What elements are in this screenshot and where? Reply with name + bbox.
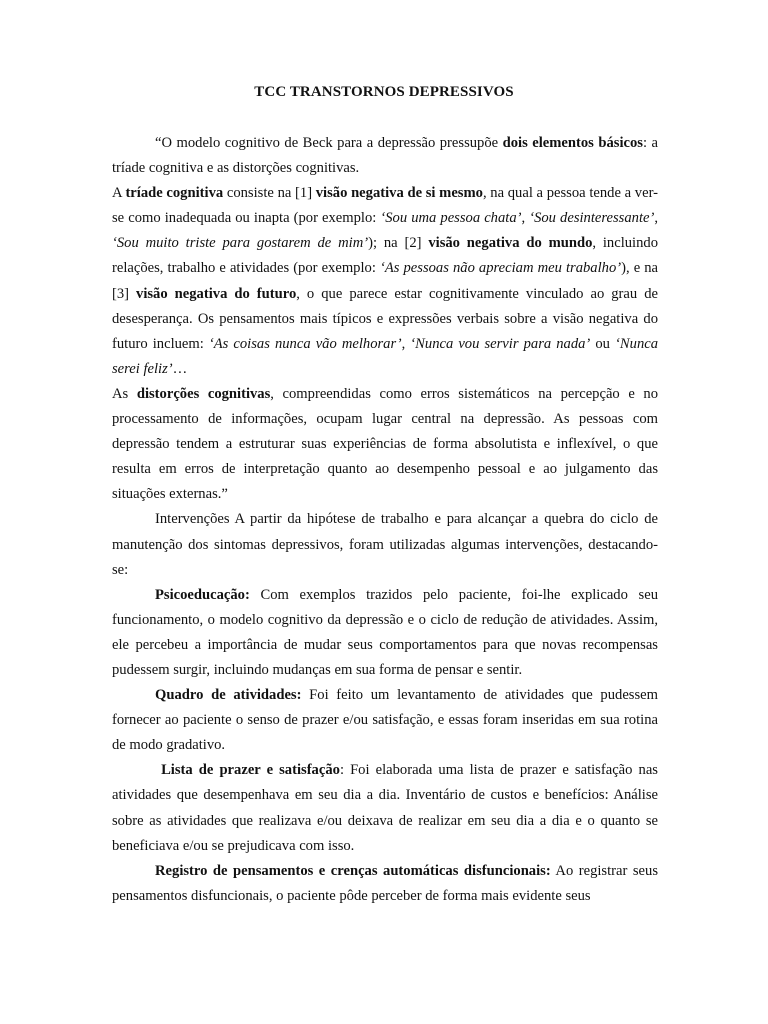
- intervention-heading: Registro de pensamentos e crenças automáticas disfuncionais:: [155, 862, 551, 879]
- text-run: “O modelo cognitivo de Beck para a depressão pressupõe: [155, 135, 503, 151]
- interventions-intro: Intervenções A partir da hipótese de trabalho e para alcançar a quebra do ciclo de manutenção dos sintomas depressivos, foram utilizadas algumas intervenções, destacando-se:: [112, 511, 658, 578]
- text-run: , compreendidas como erros sistemáticos na percepção e no processamento de informações, ocupam lugar central na depressão. As pessoas com depressão tendem a estruturar suas experiências de forma absolutista e inflexível, o que resulta em erros de interpretação quanto ao desempenho pessoal e ao julgamento das situações externas.”: [112, 385, 658, 503]
- italic-run: ‘Sou desinteressante’: [529, 210, 655, 227]
- italic-run: ‘As pessoas não apreciam meu trabalho’: [379, 260, 622, 277]
- quote-paragraph-2: [112, 181, 658, 382]
- italic-run: ‘As coisas nunca vão melhorar’: [208, 335, 402, 352]
- text-run: consiste na [1]: [223, 185, 316, 202]
- bold-run: dois elementos básicos: [502, 135, 643, 151]
- italic-run: ‘Nunca serei feliz’: [112, 335, 659, 377]
- text-run: : a tríade cognitiva e as distorções cognitivas.: [112, 135, 658, 177]
- intervention-text: Ao registrar seus pensamentos disfuncionais, o paciente pôde perceber de forma mais evidente seus: [112, 862, 662, 904]
- intervention-quadro-atividades: [112, 683, 662, 758]
- text-run: …: [172, 360, 188, 377]
- intervention-text: : Foi elaborada uma lista de prazer e satisfação nas atividades que desempenhava em seu dia a dia. Inventário de custos e benefícios: Análise sobre as atividades que realizava e/ou deixava de realizar em seu dia a dia e o quanto se beneficiava e/ou se prejudicava com isso.: [112, 762, 662, 854]
- intervention-lista-prazer: [112, 758, 662, 858]
- text-run: As: [112, 385, 137, 402]
- bold-run: tríade cognitiva: [125, 185, 224, 202]
- italic-run: ‘Sou muito triste para gostarem de mim’: [112, 235, 369, 252]
- text-run: , na qual a pessoa tende a ver-se como inadequada ou inapta (por exemplo:: [112, 185, 658, 227]
- italic-run: ‘Nunca vou servir para nada’: [410, 335, 591, 352]
- intervention-heading: Psicoeducação:: [155, 586, 250, 603]
- text-run: ,: [521, 210, 530, 227]
- text-run: , o que parece estar cognitivamente vinculado ao grau de desesperança. Os pensamentos mais típicos e expressões verbais sobre a visão negativa do futuro incluem:: [112, 285, 658, 352]
- intervention-heading: Quadro de atividades:: [155, 687, 302, 704]
- text-run: A: [112, 185, 126, 202]
- intervention-heading: Lista de prazer e satisfação: [155, 762, 340, 779]
- text-run: ), e na [3]: [112, 260, 659, 302]
- quote-paragraph-1: [112, 131, 658, 181]
- intervention-text: Com exemplos trazidos pelo paciente, foi-lhe explicado seu funcionamento, o modelo cognitivo da depressão e o ciclo de redução de atividades. Assim, ele percebeu a importância de mudar seus comportamentos para que novas recompensas pudessem surgir, incluindo mudanças em sua forma de pensar e sentir.: [112, 586, 662, 678]
- bold-run: visão negativa de si mesmo: [315, 185, 483, 202]
- bold-run: visão negativa do mundo: [428, 235, 593, 252]
- bold-run: distorções cognitivas: [136, 385, 271, 402]
- intervention-registro-pensamentos: [112, 859, 662, 909]
- document-title: TCC TRANSTORNOS DEPRESSIVOS: [254, 84, 514, 100]
- text-run: ,: [654, 210, 658, 227]
- text-run: ou: [590, 335, 616, 352]
- italic-run: ‘Sou uma pessoa chata’: [380, 210, 522, 227]
- bold-run: visão negativa do futuro: [136, 285, 297, 302]
- text-run: ); na [2]: [368, 235, 429, 252]
- document-body: [112, 131, 662, 909]
- quote-paragraph-3: [112, 382, 658, 507]
- intervention-text: Foi feito um levantamento de atividades que pudessem fornecer ao paciente o senso de prazer e/ou satisfação, e essas foram inseridas em sua rotina de modo gradativo.: [112, 687, 662, 754]
- intervention-psicoeducacao: [112, 583, 662, 683]
- text-run: , incluindo relações, trabalho e atividades (por exemplo:: [112, 235, 658, 277]
- text-run: ,: [401, 335, 411, 352]
